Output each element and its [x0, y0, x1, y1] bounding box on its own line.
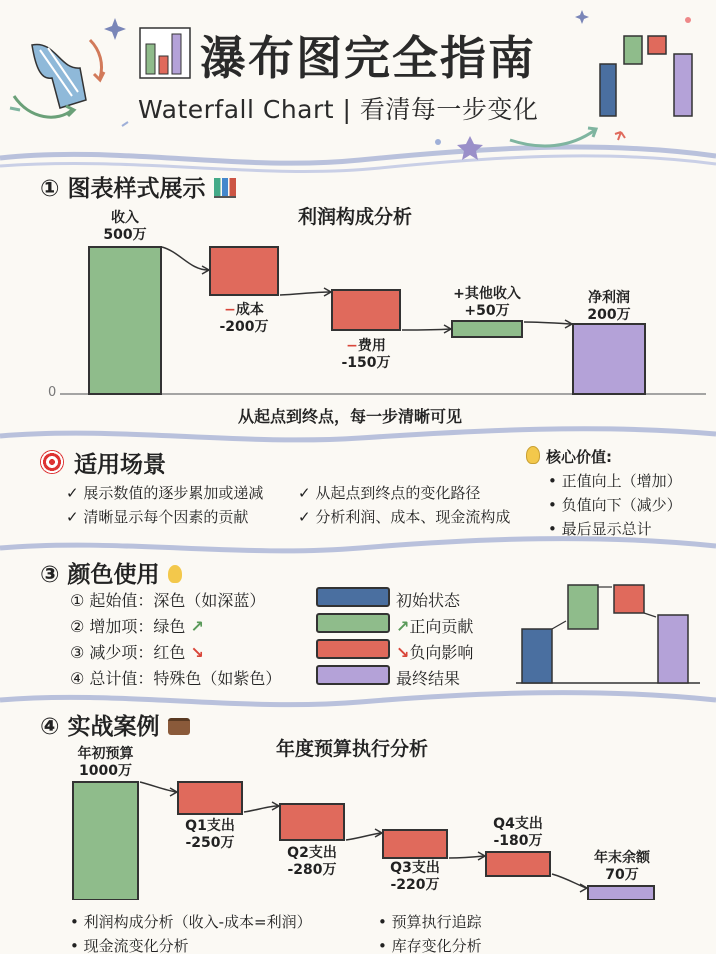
label-end-value: 70万	[605, 867, 639, 883]
arrow-up-right-icon: ↗	[190, 617, 204, 636]
color-rule-3-text: ③ 减少项：红色	[70, 643, 186, 662]
core-value-title: 核心价值:	[546, 448, 612, 466]
label-net-value: 200万	[587, 307, 631, 323]
core-value-item-2: • 负值向下（减少）	[548, 496, 682, 514]
label-q2-name: Q2支出	[287, 845, 337, 861]
label-q3-name: Q3支出	[390, 860, 440, 876]
label-q1	[178, 818, 242, 852]
section4-title-text: ④ 实战案例	[40, 714, 160, 740]
label-other-name: +其他收入	[453, 286, 521, 302]
label-q2-value: -280万	[287, 862, 337, 878]
label-cost-name: 成本	[235, 302, 264, 318]
label-expense-name: 费用	[357, 338, 386, 354]
use-case-4: • 库存变化分析	[378, 937, 482, 954]
label-start-value: 1000万	[79, 763, 132, 779]
bar-q3	[383, 830, 447, 858]
section2-title: 适用场景	[74, 452, 166, 478]
arrow-down-right-icon: ↘	[396, 643, 410, 662]
label-q4	[486, 816, 550, 850]
label-start-name: 年初预算	[77, 746, 134, 762]
page-subtitle: Waterfall Chart | 看清每一步变化	[138, 95, 539, 124]
color-rule-1: ① 起始值：深色（如深蓝）	[70, 591, 266, 610]
label-q4-name: Q4支出	[493, 816, 543, 832]
arrow-down-right-icon: ↘	[190, 643, 204, 662]
label-q3	[383, 860, 447, 894]
label-q2	[280, 845, 344, 879]
scenario-item-3: ✓ 清晰显示每个因素的贡献	[66, 508, 249, 526]
bar-end-balance	[588, 886, 654, 900]
core-value-item-1: • 正值向上（增加）	[548, 472, 682, 490]
bar-q1	[178, 782, 242, 814]
use-case-1: • 利润构成分析（收入-成本=利润）	[70, 913, 312, 931]
label-income-name: 收入	[111, 210, 139, 226]
bar-q2	[280, 804, 344, 840]
label-other-value: +50万	[464, 303, 510, 319]
section4-chart-title: 年度预算执行分析	[276, 738, 429, 760]
bar-q4	[486, 852, 550, 876]
bar-start-budget	[73, 782, 138, 900]
section1-title-text: ① 图表样式展示	[40, 176, 206, 202]
arrow-up-right-icon: ↗	[396, 617, 410, 636]
label-end-name: 年末余额	[594, 850, 650, 866]
section1-caption: 从起点到终点，每一步清晰可见	[238, 407, 463, 426]
section1-chart-title: 利润构成分析	[298, 206, 413, 228]
legend-final: 最终结果	[396, 669, 461, 688]
use-case-2: • 预算执行追踪	[378, 913, 482, 931]
page-title: 瀑布图完全指南	[200, 31, 536, 85]
label-cost-value: -200万	[219, 319, 269, 335]
color-rule-4: ④ 总计值：特殊色（如紫色）	[70, 669, 282, 688]
minus-mark: −	[346, 338, 358, 354]
scenario-item-1: ✓ 展示数值的逐步累加或递减	[66, 484, 264, 502]
legend-negative-text: 负向影响	[409, 643, 474, 662]
label-net-name: 净利润	[588, 290, 630, 306]
legend-initial: 初始状态	[396, 591, 461, 610]
scenario-item-2: ✓ 从起点到终点的变化路径	[298, 484, 481, 502]
scenario-item-4: ✓ 分析利润、成本、现金流构成	[298, 508, 511, 526]
legend-positive-text: 正向贡献	[409, 617, 474, 636]
label-end-balance	[586, 850, 658, 884]
label-income-value: 500万	[103, 227, 147, 243]
section1-zero-label: 0	[48, 385, 57, 400]
label-q1-name: Q1支出	[185, 818, 235, 834]
section3-title-text: ③ 颜色使用	[40, 562, 160, 588]
core-value-item-3: • 最后显示总计	[548, 520, 652, 538]
label-q3-value: -220万	[390, 877, 440, 893]
label-expense-value: -150万	[341, 355, 391, 371]
color-rule-2-text: ② 增加项：绿色	[70, 617, 186, 636]
use-case-3: • 现金流变化分析	[70, 937, 189, 954]
label-start-budget	[68, 746, 143, 780]
minus-mark: −	[224, 302, 236, 318]
label-q1-value: -250万	[185, 835, 235, 851]
label-q4-value: -180万	[493, 833, 543, 849]
